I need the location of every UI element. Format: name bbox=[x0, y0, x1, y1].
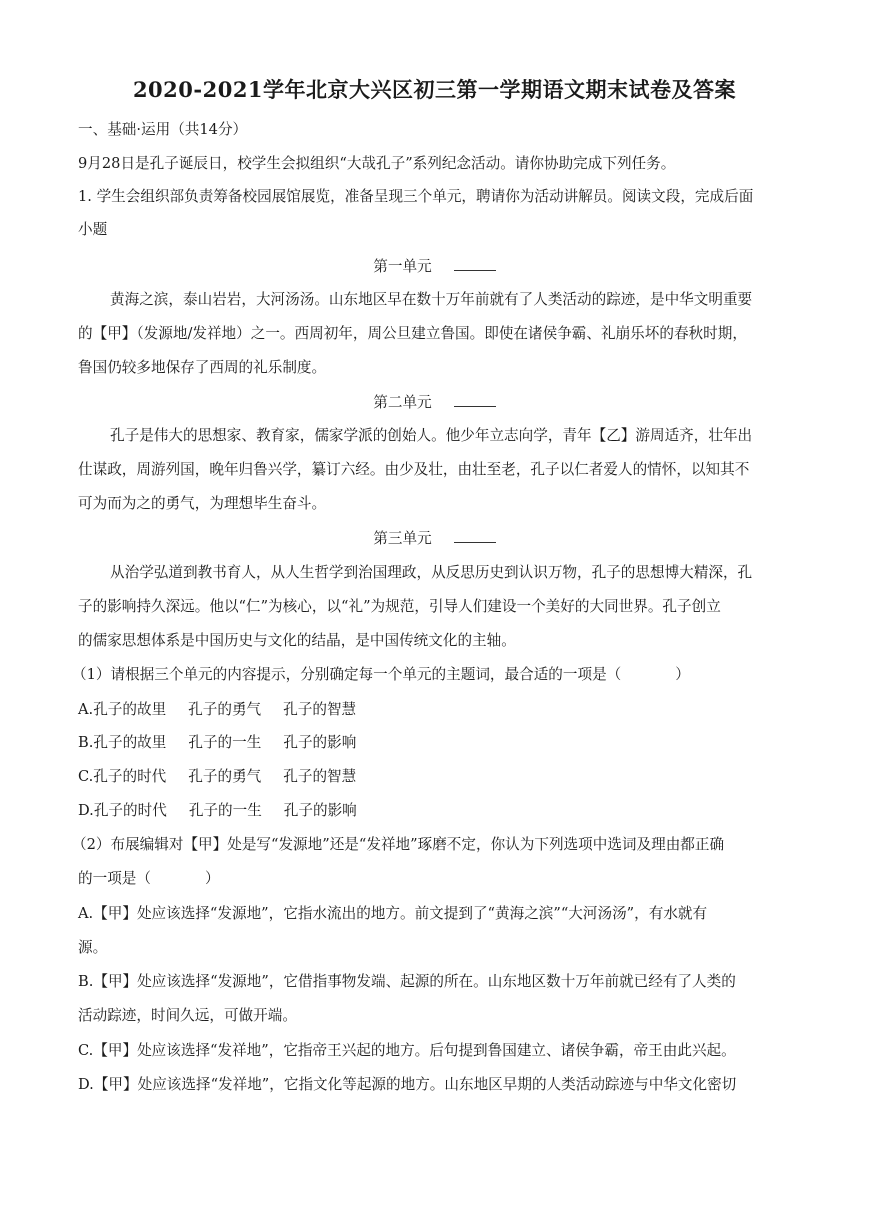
unit-1-para-line: 鲁国仍较多地保存了西周的礼乐制度。 bbox=[78, 359, 327, 376]
section-heading: 一、基础·运用（共14分） bbox=[78, 121, 248, 138]
sub-question-1-stem-text: （1）请根据三个单元的内容提示，分别确定每一个单元的主题词，最合适的一项是（ bbox=[72, 666, 622, 683]
option-term: 孔子的时代 bbox=[93, 768, 167, 785]
option-letter: B. bbox=[78, 734, 94, 751]
unit-1-label: 第一单元 bbox=[373, 258, 432, 275]
unit-3-label: 第三单元 bbox=[373, 530, 432, 547]
sub-question-2-stem-text: 的一项是（ bbox=[78, 870, 151, 887]
unit-1-para-line: 的【甲】（发源地/发祥地）之一。西周初年，周公旦建立鲁国。即使在诸侯争霸、礼崩乐坏的春秋时期， bbox=[78, 325, 747, 342]
option-term: 孔子的智慧 bbox=[283, 768, 357, 785]
option-a-line: A.【甲】处应该选择“发源地”，它指水流出的地方。前文提到了“黄海之滨”“大河汤汤”，有水就有 bbox=[78, 905, 708, 922]
unit-1-blank bbox=[454, 256, 496, 271]
option-b-line: B.【甲】处应该选择“发源地”，它借指事物发端、起源的所在。山东地区数十万年前就已经有了人类的 bbox=[78, 973, 736, 990]
sub-question-2-stem-end: ） bbox=[204, 870, 220, 887]
unit-2-para-line: 仕谋政，周游列国，晚年归鲁兴学，纂订六经。由少及壮，由壮至老，孔子以仁者爱人的情怀，以知其不 bbox=[78, 461, 750, 478]
unit-2-blank bbox=[454, 392, 496, 407]
question-1-text: 1. 学生会组织部负责筹备校园展馆展览，准备呈现三个单元，聘请你为活动讲解员。阅读文段，完成后面 bbox=[78, 188, 754, 205]
option-letter: C. bbox=[78, 768, 94, 785]
option-term: 孔子的勇气 bbox=[188, 768, 262, 785]
option-term: 孔子的智慧 bbox=[283, 701, 357, 718]
question-1-text-cont: 小题 bbox=[78, 221, 108, 238]
option-c bbox=[78, 767, 798, 787]
option-b-line-cont: 活动踪迹，时间久远，可做开端。 bbox=[78, 1007, 297, 1024]
unit-2-para-line: 可为而为之的勇气，为理想毕生奋斗。 bbox=[78, 495, 327, 512]
unit-3-heading bbox=[0, 528, 869, 549]
unit-2-para-line: 孔子是伟大的思想家、教育家，儒家学派的创始人。他少年立志向学，青年【乙】游周适齐，壮年出 bbox=[110, 427, 753, 444]
option-d bbox=[78, 801, 798, 821]
sub-question-1-stem-end: ） bbox=[675, 666, 690, 683]
option-a-line-cont: 源。 bbox=[78, 939, 108, 956]
unit-1-para-line: 黄海之滨，泰山岩岩，大河汤汤。山东地区早在数十万年前就有了人类活动的踪迹，是中华文明重要 bbox=[110, 291, 753, 308]
option-term: 孔子的影响 bbox=[283, 734, 357, 751]
unit-3-para-line: 子的影响持久深远。他以“仁”为核心，以“礼”为规范，引导人们建设一个美好的大同世界。孔子创立 bbox=[78, 598, 721, 615]
option-c-line: C.【甲】处应该选择“发祥地”，它指帝王兴起的地方。后句提到鲁国建立、诸侯争霸，帝王由此兴起。 bbox=[78, 1042, 736, 1059]
unit-2-label: 第二单元 bbox=[373, 394, 432, 411]
option-term: 孔子的时代 bbox=[93, 802, 167, 819]
sub-question-2-stem-cont bbox=[78, 869, 798, 889]
option-b bbox=[78, 733, 798, 753]
option-term: 孔子的影响 bbox=[283, 802, 357, 819]
unit-2-heading bbox=[0, 392, 869, 413]
option-term: 孔子的一生 bbox=[188, 734, 262, 751]
option-term: 孔子的故里 bbox=[93, 734, 167, 751]
intro-text: 9月28日是孔子诞辰日，校学生会拟组织“大哉孔子”系列纪念活动。请你协助完成下列任务。 bbox=[78, 155, 676, 172]
option-letter: D. bbox=[78, 802, 94, 819]
option-term: 孔子的一生 bbox=[188, 802, 262, 819]
option-term: 孔子的勇气 bbox=[188, 701, 262, 718]
sub-question-2-stem: （2）布展编辑对【甲】处是写“发源地”还是“发祥地”琢磨不定，你认为下列选项中选词及理由都正确 bbox=[72, 836, 725, 853]
unit-1-heading bbox=[0, 256, 869, 277]
option-term: 孔子的故里 bbox=[93, 701, 167, 718]
unit-3-blank bbox=[454, 528, 496, 543]
option-letter: A. bbox=[78, 701, 94, 718]
unit-3-para-line: 从治学弘道到教书育人，从人生哲学到治国理政，从反思历史到认识万物，孔子的思想博大精深，孔 bbox=[110, 564, 753, 581]
unit-3-para-line: 的儒家思想体系是中国历史与文化的结晶，是中国传统文化的主轴。 bbox=[78, 632, 516, 649]
option-a bbox=[78, 700, 798, 720]
page-title: 2020-2021学年北京大兴区初三第一学期语文期末试卷及答案 bbox=[132, 77, 737, 102]
option-d-line: D.【甲】处应该选择“发祥地”，它指文化等起源的地方。山东地区早期的人类活动踪迹与中华文化密切 bbox=[78, 1076, 737, 1093]
sub-question-1-stem bbox=[72, 665, 792, 685]
